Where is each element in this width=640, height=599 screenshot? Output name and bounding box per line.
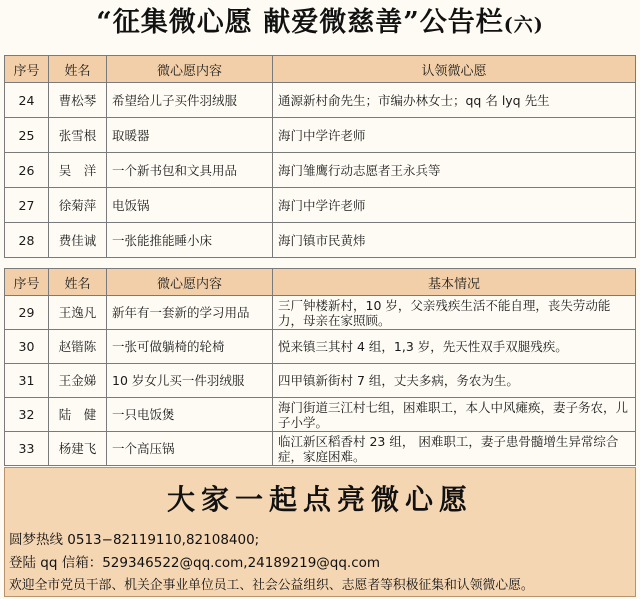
col-header-wish: 微心愿内容 xyxy=(107,56,273,83)
row-index: 26 xyxy=(5,153,49,188)
table-header-row xyxy=(5,56,636,83)
row-index: 30 xyxy=(5,330,49,364)
welcome-text: 欢迎全市党员干部、机关企事业单位员工、社会公益组织、志愿者等积极征集和认领微心愿。 xyxy=(9,578,534,593)
row-situation: 临江新区稻香村 23 组， 困难职工，妻子患骨髓增生异常综合症，家庭困难。 xyxy=(273,432,636,466)
row-claim: 通源新村俞先生；市编办林女士；qq 名 lyq 先生 xyxy=(273,83,636,118)
row-index: 24 xyxy=(5,83,49,118)
row-situation: 四甲镇新街村 7 组，丈夫多病，务农为生。 xyxy=(273,364,636,398)
row-wish: 新年有一套新的学习用品 xyxy=(107,296,273,330)
row-wish: 取暖器 xyxy=(107,118,273,153)
table-header-row xyxy=(5,269,636,296)
row-situation: 悦来镇三其村 4 组，1,3 岁，先天性双手双腿残疾。 xyxy=(273,330,636,364)
col-header-claim: 认领微心愿 xyxy=(273,56,636,83)
row-wish: 10 岁女儿买一件羽绒服 xyxy=(107,364,273,398)
col-header-name: 姓名 xyxy=(49,56,107,83)
row-wish: 一个新书包和文具用品 xyxy=(107,153,273,188)
title-paren: (六) xyxy=(503,14,544,36)
row-index: 31 xyxy=(5,364,49,398)
col-header-index: 序号 xyxy=(5,56,49,83)
table-row xyxy=(5,83,636,118)
row-wish: 希望给儿子买件羽绒服 xyxy=(107,83,273,118)
row-wish: 电饭锅 xyxy=(107,188,273,223)
col-header-wish: 微心愿内容 xyxy=(107,269,273,296)
hotline-text: 圆梦热线 0513−82119110,82108400; xyxy=(9,532,260,548)
row-name: 杨建飞 xyxy=(49,432,107,466)
row-index: 27 xyxy=(5,188,49,223)
new-wishes-table xyxy=(4,268,636,466)
page-title xyxy=(0,0,640,46)
table-row xyxy=(5,398,636,432)
row-wish: 一个高压锅 xyxy=(107,432,273,466)
row-name: 费佳诚 xyxy=(49,223,107,258)
claimed-wishes-table xyxy=(4,55,636,258)
row-index: 25 xyxy=(5,118,49,153)
qq-mail-text: 登陆 qq 信箱：529346522@qq.com,24189219@qq.com xyxy=(9,555,381,571)
table-row xyxy=(5,364,636,398)
row-index: 28 xyxy=(5,223,49,258)
table-row xyxy=(5,188,636,223)
row-wish: 一张能推能睡小床 xyxy=(107,223,273,258)
row-name: 王逸凡 xyxy=(49,296,107,330)
table-row xyxy=(5,153,636,188)
row-situation: 三厂钟楼新村，10 岁，父亲残疾生活不能自理，丧失劳动能力，母亲在家照顾。 xyxy=(273,296,636,330)
row-name: 曹松琴 xyxy=(49,83,107,118)
table-row xyxy=(5,118,636,153)
row-name: 赵锴陈 xyxy=(49,330,107,364)
col-header-index: 序号 xyxy=(5,269,49,296)
row-name: 徐菊萍 xyxy=(49,188,107,223)
row-claim: 海门雏鹰行动志愿者王永兵等 xyxy=(273,153,636,188)
footer-panel xyxy=(4,467,636,597)
row-claim: 海门镇市民黄炜 xyxy=(273,223,636,258)
col-header-name: 姓名 xyxy=(49,269,107,296)
table-row xyxy=(5,432,636,466)
row-index: 32 xyxy=(5,398,49,432)
row-wish: 一张可做躺椅的轮椅 xyxy=(107,330,273,364)
row-name: 陆 健 xyxy=(49,398,107,432)
table-row xyxy=(5,330,636,364)
row-name: 张雪根 xyxy=(49,118,107,153)
col-header-situation: 基本情况 xyxy=(273,269,636,296)
row-index: 29 xyxy=(5,296,49,330)
row-situation: 海门街道三江村七组，困难职工，本人中风瘫痪，妻子务农，儿子小学。 xyxy=(273,398,636,432)
slogan: 大家一起点亮微心愿 xyxy=(166,483,473,516)
row-index: 33 xyxy=(5,432,49,466)
row-wish: 一只电饭煲 xyxy=(107,398,273,432)
row-name: 吴 洋 xyxy=(49,153,107,188)
title-main: “征集微心愿 献爱微慈善”公告栏 xyxy=(96,7,504,38)
row-claim: 海门中学许老师 xyxy=(273,188,636,223)
row-claim: 海门中学许老师 xyxy=(273,118,636,153)
table-row xyxy=(5,296,636,330)
row-name: 王金娣 xyxy=(49,364,107,398)
table-row xyxy=(5,223,636,258)
